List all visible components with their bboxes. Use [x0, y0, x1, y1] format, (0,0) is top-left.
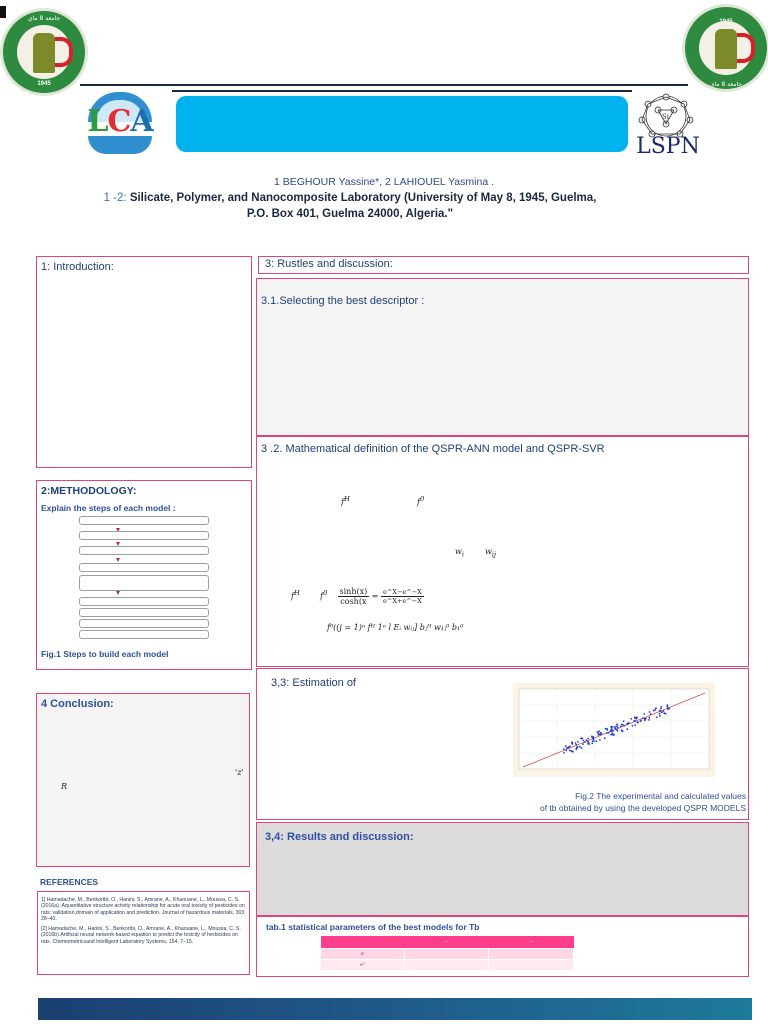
scatter-point: [592, 741, 594, 743]
scatter-point: [583, 740, 585, 742]
table-header-cell: –: [404, 936, 489, 948]
scatter-point: [579, 746, 581, 748]
figure-2-caption: [480, 790, 746, 814]
methodology-subtitle: Explain the steps of each model :: [41, 503, 176, 513]
scatter-point: [571, 750, 573, 752]
scatter-point: [616, 723, 618, 725]
scatter-point: [663, 710, 665, 712]
scatter-point: [575, 742, 577, 744]
title-banner: [176, 96, 628, 152]
scatter-point: [637, 722, 639, 724]
affiliation-line-2: P.O. Box 401, Guelma 24000, Algeria.": [246, 208, 454, 220]
scatter-point: [620, 726, 622, 728]
scatter-point: [666, 706, 668, 708]
scatter-point: [613, 734, 615, 736]
methodology-title: 2:METHODOLOGY:: [41, 485, 137, 497]
scatter-point: [626, 728, 628, 730]
scatter-point: [606, 732, 608, 734]
scatter-point: [614, 728, 616, 730]
lspn-inner-text: Si: [662, 113, 670, 121]
scatter-point: [656, 716, 658, 718]
table-cell: [404, 948, 489, 959]
scatter-point: [617, 730, 619, 732]
results-header-panel: [258, 256, 749, 274]
scatter-point: [636, 717, 638, 719]
scatter-point: [621, 724, 623, 726]
scatter-point: [663, 712, 665, 714]
scatter-point: [644, 719, 646, 721]
introduction-title: 1: Introduction:: [41, 261, 114, 273]
scatter-point: [612, 730, 614, 732]
scatter-point: [634, 717, 636, 719]
flow-step: [79, 575, 209, 591]
scatter-point: [630, 718, 632, 720]
introduction-panel: [36, 256, 252, 468]
scatter-point: [598, 730, 600, 732]
conclusion-symbol-r: R: [61, 782, 68, 791]
scatter-point: [649, 711, 651, 713]
descriptor-title: 3.1.Selecting the best descriptor :: [261, 295, 425, 307]
scatter-plot: [513, 683, 715, 777]
math-definition-panel: [256, 436, 749, 667]
conclusion-panel: [36, 693, 250, 867]
scatter-point: [606, 729, 608, 731]
scatter-point: [572, 743, 574, 745]
scatter-point: [568, 746, 570, 748]
scatter-point: [591, 743, 593, 745]
scatter-point: [565, 745, 567, 747]
scatter-point: [599, 733, 601, 735]
results-title: 3,4: Results and discussion:: [265, 831, 414, 843]
scatter-point: [653, 710, 655, 712]
scatter-point: [586, 739, 588, 741]
scatter-point: [617, 727, 619, 729]
flow-step: [79, 608, 209, 617]
scatter-point: [628, 722, 630, 724]
arrow-down-icon: [116, 591, 120, 595]
footer-bar: [38, 998, 752, 1020]
scatter-point: [659, 713, 661, 715]
affiliation: [60, 190, 640, 222]
scatter-point: [622, 731, 624, 733]
lca-letter-c: C: [107, 104, 131, 139]
estimation-title: 3,3: Estimation of: [271, 677, 356, 689]
logo-year: 1945: [37, 81, 51, 87]
scatter-point: [600, 732, 602, 734]
flow-step: [79, 546, 209, 555]
lspn-logo: [624, 92, 708, 162]
scatter-point: [575, 744, 577, 746]
lca-letter-a: A: [130, 104, 153, 139]
scatter-point: [634, 724, 636, 726]
table-row: [321, 959, 574, 970]
scatter-point: [608, 732, 610, 734]
scatter-point: [581, 747, 583, 749]
equation-activation: $f^H$ $f^0$ $\frac{\sinh(x)}{\cosh(x}$ = $\frac{e\^{}X-e\^{}-X}{e\^{}X+e\^{}-X}$: [291, 587, 422, 606]
scatter-point: [575, 749, 577, 751]
scatter-point: [563, 748, 565, 750]
university-logo-right: [682, 4, 768, 92]
scatter-point: [597, 732, 599, 734]
scatter-point: [584, 741, 586, 743]
reference-item: [2] Hamadache, M., Hanini, S., Benkortbi, O., Amrane, A., Khaouane, L., Moussa, C. S. (2016b).Artificial neural network-based equation to predict the toxicity of herbicides on rats. Chemometricsand Intelligent Laboratory Systems, 154, 7–15.: [41, 926, 241, 945]
flow-step: [79, 516, 209, 525]
scatter-point: [650, 713, 652, 715]
scatter-point: [667, 708, 669, 710]
symbol-wij: $w_{ij}$: [485, 547, 497, 559]
table-cell: [489, 948, 574, 959]
scatter-point: [632, 725, 634, 727]
scatter-point: [604, 737, 606, 739]
scatter-point: [596, 740, 598, 742]
math-definition-title: 3 .2. Mathematical definition of the QSPR-ANN model and QSPR-SVR: [261, 443, 605, 455]
lca-letter-l: L: [87, 104, 108, 139]
scatter-point: [648, 717, 650, 719]
scatter-point: [587, 738, 589, 740]
scatter-point: [577, 741, 579, 743]
scatter-point: [615, 726, 617, 728]
results-header-title: 3: Rustles and discussion:: [265, 258, 393, 270]
header-rule-secondary: [172, 90, 632, 92]
affiliation-prefix: 1 -2:: [103, 192, 127, 204]
flow-step: [79, 619, 209, 628]
table-cell: [404, 959, 489, 970]
scatter-point: [605, 728, 607, 730]
scatter-point: [599, 739, 601, 741]
scatter-point: [610, 729, 612, 731]
scatter-point: [565, 750, 567, 752]
statue-icon: [715, 29, 737, 69]
table-header-cell: –: [489, 936, 574, 948]
scatter-point: [582, 743, 584, 745]
logo-arc-text: جامعة 8 ماي: [27, 15, 61, 22]
scatter-point: [611, 732, 613, 734]
affiliation-line-1: Silicate, Polymer, and Nanocomposite Laboratory (University of May 8, 1945, Guelma,: [126, 192, 597, 204]
figure-2-caption-line-1: Fig.2 The experimental and calculated values: [575, 791, 746, 801]
figure-1-caption: Fig.1 Steps to build each model: [41, 649, 169, 659]
flow-step: [79, 563, 209, 572]
symbol-fH: $f^H$: [341, 495, 350, 507]
arrow-down-icon: [116, 558, 120, 562]
authors: 1 BEGHOUR Yassine*, 2 LAHIOUEL Yasmina .: [273, 176, 494, 188]
flow-step: [79, 531, 209, 540]
statistics-table: [320, 936, 574, 971]
logo-arc-text: جامعة 8 ماي: [709, 81, 743, 88]
conclusion-title: 4 Conclusion:: [41, 698, 114, 710]
scatter-point: [659, 715, 661, 717]
table-row: [321, 948, 574, 959]
descriptor-panel: [256, 278, 749, 436]
scatter-point: [592, 738, 594, 740]
reference-item: 1[ Hamadache, M., Benkortbi, O., Hanini, S., Amrane, A., Khaouane, L., Moussa, C. S. (2016a). Aquantitative structure activity relationship for acute oral toxicity of pesticides on rats: validation,domain of application and prediction. Journal of hazardous materials, 303, 28–40.: [41, 897, 246, 922]
scatter-point: [580, 738, 582, 740]
lspn-text: LSPN: [636, 134, 700, 159]
table-header-cell: [321, 936, 405, 948]
methodology-panel: [36, 480, 252, 670]
scatter-point: [640, 719, 642, 721]
scatter-point: [563, 752, 565, 754]
scatter-point: [566, 747, 568, 749]
scatter-point: [660, 708, 662, 710]
scatter-point: [642, 717, 644, 719]
table-cell: s²: [321, 959, 405, 970]
references-title: REFERENCES: [40, 877, 99, 887]
conclusion-symbol: 'z': [235, 768, 244, 777]
university-logo-left: [0, 8, 88, 96]
references-box: [37, 891, 250, 975]
equation-output: f⁰((j = 1)ⁿ fᴴ 1ⁿ l Eᵢ wᵢⱼ] bⱼᴴ w₁ⱼ⁰ b₁⁰: [327, 623, 464, 632]
symbol-f0: $f^0$: [417, 495, 425, 507]
scatter-point: [610, 734, 612, 736]
scatter-point: [623, 720, 625, 722]
scatter-point: [587, 741, 589, 743]
flow-step: [79, 597, 209, 606]
table-1-title: tab.1 statistical parameters of the best models for Tb: [266, 922, 480, 932]
ring-icon: [737, 33, 755, 63]
scatter-point: [569, 750, 571, 752]
table-cell: e: [321, 948, 405, 959]
scatter-point: [610, 726, 612, 728]
scatter-point: [660, 711, 662, 713]
scatter-point: [592, 736, 594, 738]
figure-2-caption-line-2: of tb obtained by using the developed QSPR MODELS: [539, 803, 746, 813]
flow-step: [79, 630, 209, 639]
scatter-point: [577, 746, 579, 748]
results-panel: [256, 822, 749, 916]
lca-logo: [80, 92, 160, 156]
symbol-wi: $w_i$: [455, 547, 464, 559]
scatter-point: [643, 713, 645, 715]
table-cell: [489, 959, 574, 970]
scatter-point: [648, 719, 650, 721]
header-rule: [80, 84, 688, 86]
scatter-point: [633, 720, 635, 722]
scatter-point: [655, 707, 657, 709]
statue-icon: [33, 33, 55, 73]
scatter-point: [660, 706, 662, 708]
ring-icon: [55, 37, 73, 67]
